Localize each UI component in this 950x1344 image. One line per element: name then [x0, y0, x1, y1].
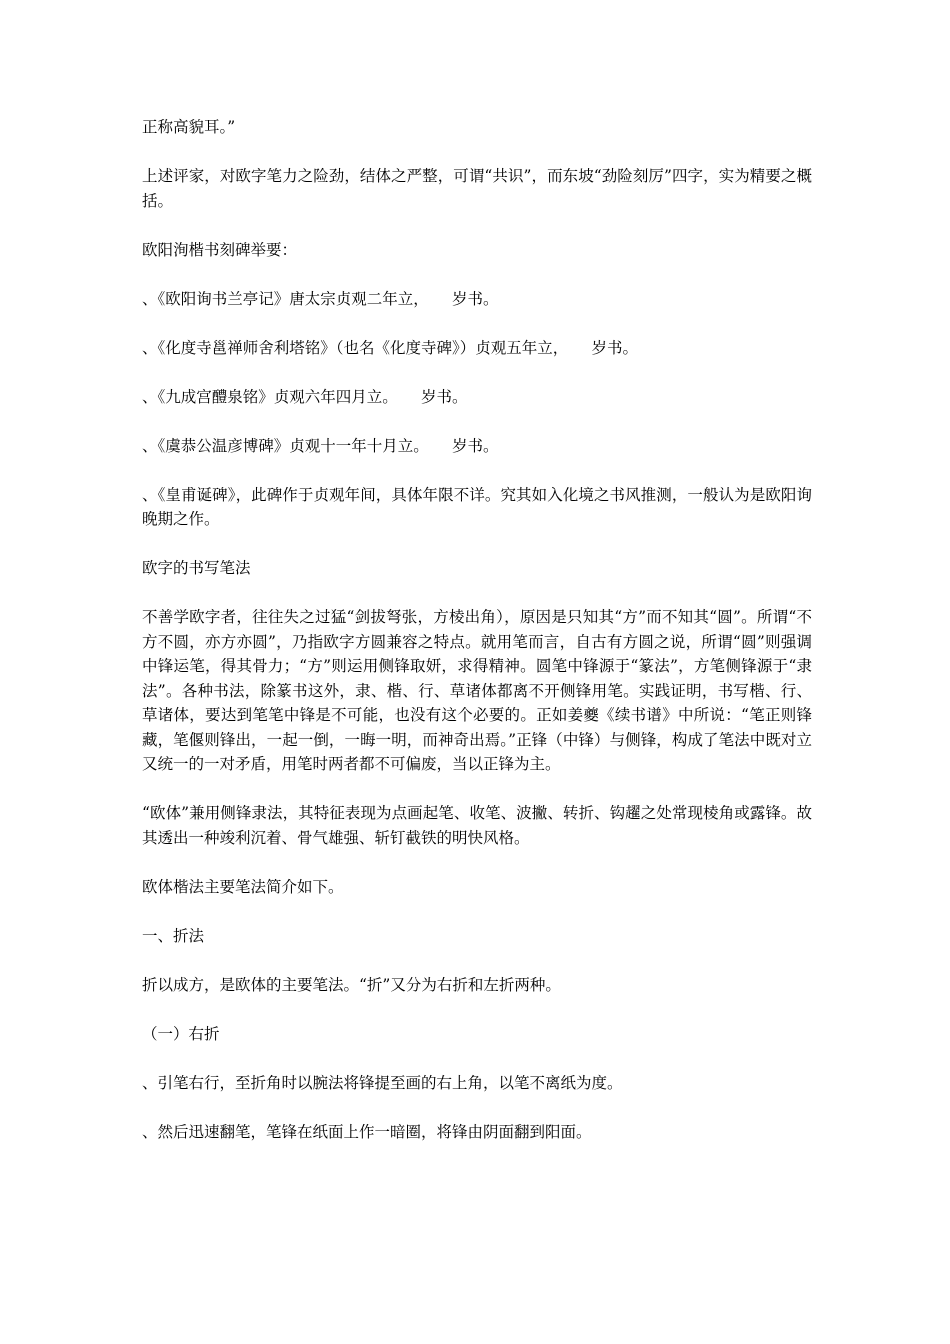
- list-item-stele-4: 、《虞恭公温彦博碑》贞观十一年十月立。 岁书。: [142, 436, 499, 455]
- list-item-step-2: 、然后迅速翻笔，笔锋在纸面上作一暗圈，将锋由阴面翻到阳面。: [142, 1122, 592, 1141]
- subheading-right-fold: （一）右折: [142, 1024, 220, 1043]
- list-item-stele-1: 、《欧阳询书兰亭记》唐太宗贞观二年立， 岁书。: [142, 289, 499, 308]
- paragraph-fold-method: 折以成方，是欧体的主要笔法。“折”又分为右折和左折两种。: [142, 975, 561, 994]
- paragraph-critics-summary: 上述评家，对欧字笔力之险劲，结体之严整，可谓“共识”，而东坡“劲险刻厉”四字，实为精要之概括。: [142, 167, 812, 210]
- paragraph-brush-technique: 不善学欧字者，往往失之过猛“剑拔弩张，方棱出角），原因是只知其“方”而不知其“圆”。所谓“不方不圆，亦方亦圆”，乃指欧字方圆兼容之特点。就用笔而言，自古有方圆之说，所谓“圆”则强调中锋运笔，得其骨力；“方”则运用侧锋取妍，求得精神。圆笔中锋源于“篆法”，方笔侧锋源于“隶法”。各种书法，除篆书这外，隶、楷、行、草诸体都离不开侧锋用笔。实践证明，书写楷、行、草诸体，要达到笔笔中锋是不可能，也没有这个必要的。正如姜夔《续书谱》中所说：“笔正则锋藏，笔偃则锋出，一起一倒，一晦一明，而神奇出焉。”正锋（中锋）与侧锋，构成了笔法中既对立又统一的一对矛盾，用笔时两者都不可偏废，当以正锋为主。: [142, 608, 812, 773]
- section-heading-fold-method: 一、折法: [142, 926, 205, 945]
- list-item-stele-2: 、《化度寺邕禅师舍利塔铭》（也名《化度寺碑》）贞观五年立， 岁书。: [142, 338, 639, 357]
- paragraph-stele-list-heading: 欧阳洵楷书刻碑举要：: [142, 240, 298, 259]
- list-item-stele-3: 、《九成宫醴泉铭》贞观六年四月立。 岁书。: [142, 387, 468, 406]
- paragraph-ou-style-features: “欧体”兼用侧锋隶法，其特征表现为点画起笔、收笔、波撇、转折、钩趯之处常现棱角或露锋。故其透出一种竣利沉着、骨气雄强、斩钉截铁的明快风格。: [142, 804, 812, 847]
- document-body: [142, 115, 812, 1169]
- section-heading-brush-technique: 欧字的书写笔法: [142, 559, 251, 577]
- list-item-step-1: 、引笔右行，至折角时以腕法将锋提至画的右上角，以笔不离纸为度。: [142, 1073, 623, 1092]
- paragraph-intro-methods: 欧体楷法主要笔法简介如下。: [142, 877, 344, 896]
- paragraph-quote-end: 正称高貌耳。”: [142, 118, 236, 136]
- list-item-stele-5: 、《皇甫诞碑》，此碑作于贞观年间，具体年限不详。究其如入化境之书风推测，一般认为是欧阳询晚期之作。: [142, 485, 812, 528]
